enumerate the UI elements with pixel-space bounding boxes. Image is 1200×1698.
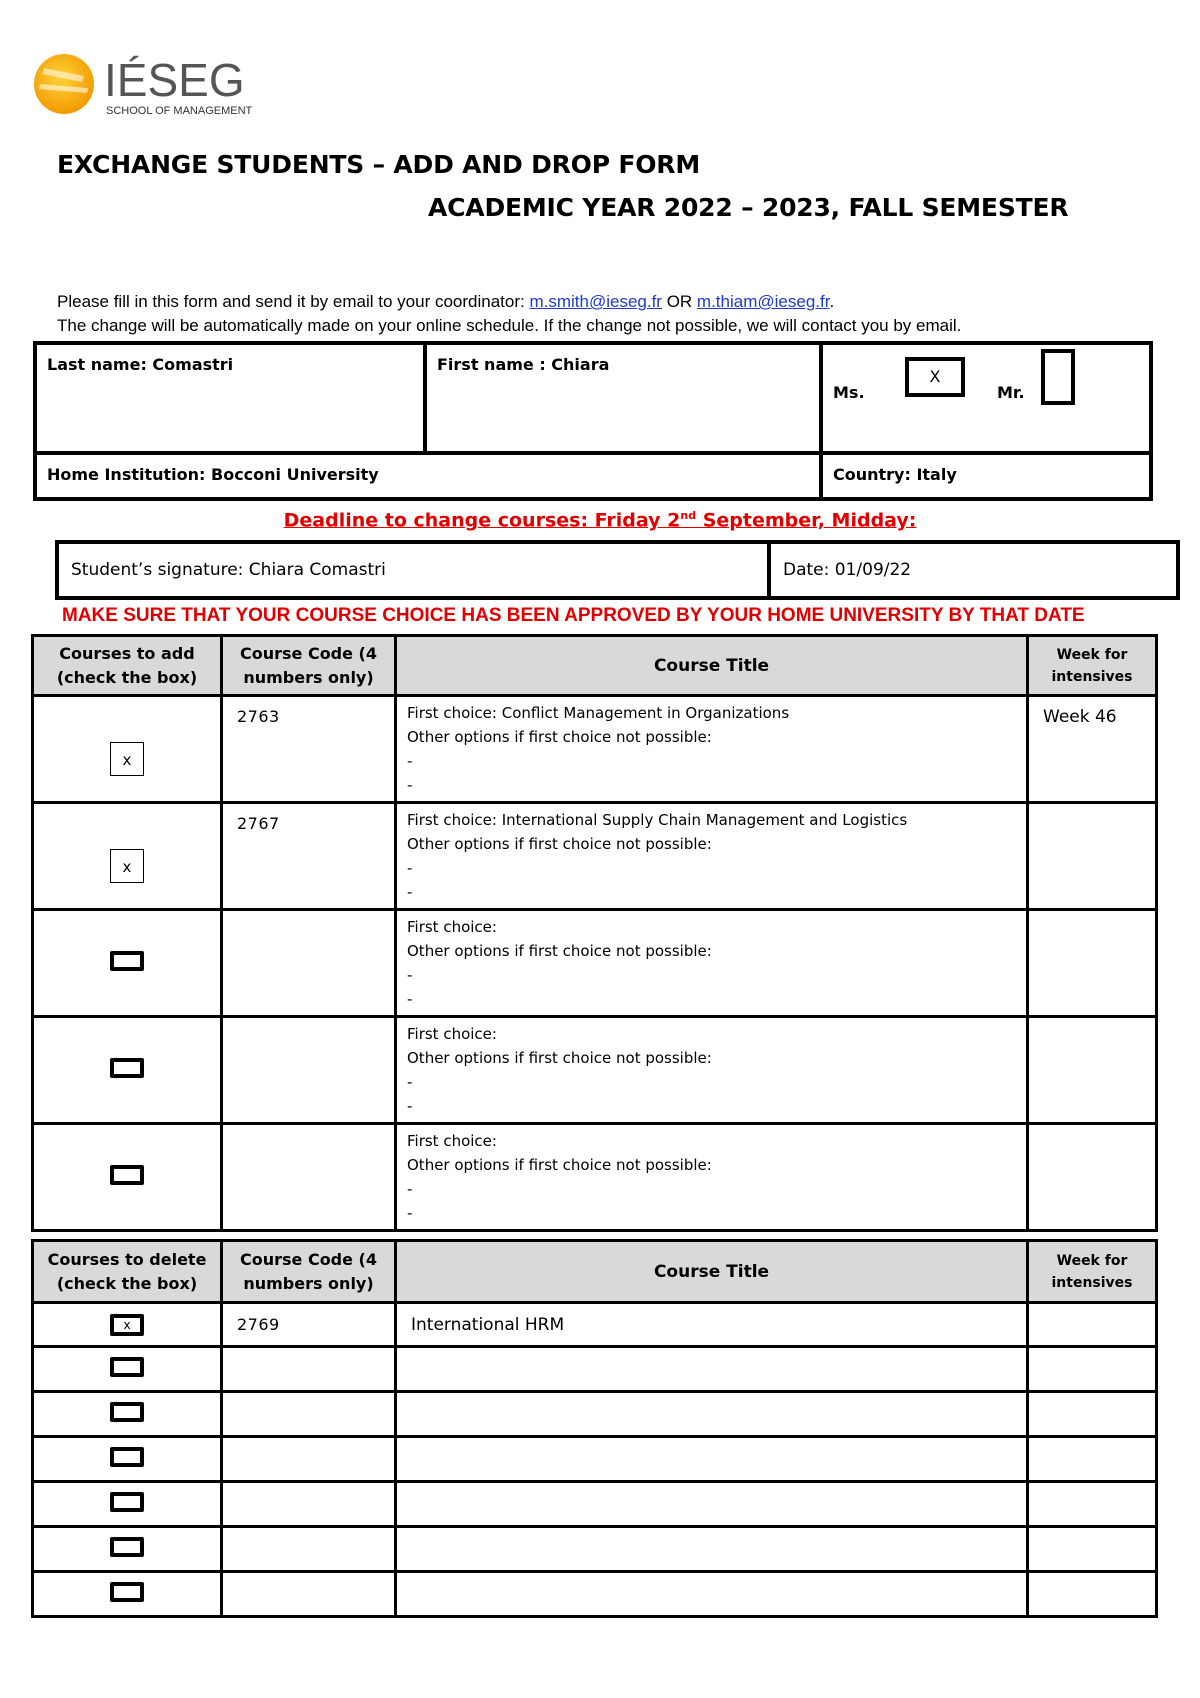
email-link-thiam[interactable]: m.thiam@ieseg.fr	[696, 292, 830, 311]
table-row	[33, 1482, 1157, 1527]
ms-label: Ms.	[833, 383, 865, 402]
table-row	[33, 1437, 1157, 1482]
delete-code-6[interactable]	[222, 1527, 396, 1572]
delete-code-3[interactable]	[222, 1392, 396, 1437]
delete-header-code: Course Code (4 numbers only)	[222, 1241, 396, 1303]
add-option-dash[interactable]: -	[407, 776, 413, 794]
deadline-sup: nd	[680, 509, 697, 522]
courses-to-add-table	[31, 634, 1158, 1232]
delete-checkbox-6[interactable]	[110, 1537, 144, 1557]
add-checkbox-4[interactable]	[110, 1058, 144, 1078]
add-other-options-4: Other options if first choice not possible:	[407, 1049, 712, 1067]
delete-week-2[interactable]	[1028, 1347, 1157, 1392]
add-option-dash[interactable]: -	[407, 752, 413, 770]
add-header-week: Week for intensives	[1028, 636, 1157, 696]
add-code-3[interactable]	[223, 911, 394, 921]
delete-title-4[interactable]	[396, 1437, 1028, 1482]
add-code-1[interactable]: 2763	[237, 707, 280, 726]
table-row	[33, 1527, 1157, 1572]
last-name-field[interactable]: Last name: Comastri	[47, 355, 234, 374]
form-title: EXCHANGE STUDENTS – ADD AND DROP FORM	[57, 150, 701, 179]
add-first-choice-5[interactable]: First choice:	[407, 1132, 497, 1150]
delete-code-4[interactable]	[222, 1437, 396, 1482]
intro-suffix: .	[829, 292, 835, 311]
add-other-options-1: Other options if first choice not possible:	[407, 728, 712, 746]
courses-to-delete-table	[31, 1239, 1158, 1618]
delete-week-4[interactable]	[1028, 1437, 1157, 1482]
table-row	[33, 1303, 1157, 1347]
ms-checkbox[interactable]: X	[905, 357, 965, 397]
intro-text	[57, 290, 961, 338]
deadline-suffix: September, Midday:	[696, 509, 917, 532]
add-checkbox-3[interactable]	[110, 951, 144, 971]
home-institution-field[interactable]: Home Institution: Bocconi University	[47, 465, 379, 484]
table-row	[33, 696, 1157, 803]
add-option-dash[interactable]: -	[407, 883, 413, 901]
mr-checkbox[interactable]	[1041, 349, 1075, 405]
add-option-dash[interactable]: -	[407, 859, 413, 877]
delete-header-title: Course Title	[396, 1241, 1028, 1303]
add-option-dash[interactable]: -	[407, 1073, 413, 1091]
add-first-choice-3[interactable]: First choice:	[407, 918, 497, 936]
delete-code-5[interactable]	[222, 1482, 396, 1527]
add-header-title: Course Title	[396, 636, 1028, 696]
delete-title-2[interactable]	[396, 1347, 1028, 1392]
delete-title-3[interactable]	[396, 1392, 1028, 1437]
add-option-dash[interactable]: -	[407, 990, 413, 1008]
table-row	[33, 1347, 1157, 1392]
student-signature-field[interactable]: Student’s signature: Chiara Comastri	[71, 560, 386, 580]
add-week-5[interactable]	[1029, 1125, 1155, 1135]
mr-label: Mr.	[997, 383, 1025, 402]
add-code-5[interactable]	[223, 1125, 394, 1135]
delete-title-6[interactable]	[396, 1527, 1028, 1572]
add-option-dash[interactable]: -	[407, 1204, 413, 1222]
delete-week-3[interactable]	[1028, 1392, 1157, 1437]
logo-tagline-text: SCHOOL OF MANAGEMENT	[106, 105, 253, 117]
add-checkbox-1[interactable]: x	[110, 742, 144, 776]
add-first-choice-2[interactable]: First choice: International Supply Chain Management and Logistics	[407, 811, 908, 829]
intro-or: OR	[661, 292, 697, 311]
deadline-notice	[0, 509, 1200, 531]
add-other-options-3: Other options if first choice not possible:	[407, 942, 712, 960]
intro-prefix: Please fill in this form and send it by email to your coordinator:	[57, 292, 530, 311]
delete-checkbox-3[interactable]	[110, 1402, 144, 1422]
form-subtitle: ACADEMIC YEAR 2022 – 2023, FALL SEMESTER	[428, 193, 1069, 222]
add-first-choice-1[interactable]: First choice: Conflict Management in Organizations	[407, 704, 790, 722]
delete-title-5[interactable]	[396, 1482, 1028, 1527]
add-other-options-2: Other options if first choice not possible:	[407, 835, 712, 853]
add-option-dash[interactable]: -	[407, 966, 413, 984]
delete-checkbox-5[interactable]	[110, 1492, 144, 1512]
add-first-choice-4[interactable]: First choice:	[407, 1025, 497, 1043]
delete-checkbox-2[interactable]	[110, 1357, 144, 1377]
table-row	[33, 803, 1157, 910]
add-week-1[interactable]: Week 46	[1043, 707, 1117, 727]
delete-code-1[interactable]: 2769	[237, 1315, 280, 1334]
add-checkbox-2[interactable]: x	[110, 849, 144, 883]
add-week-3[interactable]	[1029, 911, 1155, 921]
delete-code-7[interactable]	[222, 1572, 396, 1617]
ieseg-logo	[26, 48, 266, 120]
table-row	[33, 1124, 1157, 1231]
delete-title-7[interactable]	[396, 1572, 1028, 1617]
add-week-4[interactable]	[1029, 1018, 1155, 1028]
delete-week-5[interactable]	[1028, 1482, 1157, 1527]
delete-code-2[interactable]	[222, 1347, 396, 1392]
table-row	[33, 910, 1157, 1017]
delete-week-7[interactable]	[1028, 1572, 1157, 1617]
delete-header-week: Week for intensives	[1028, 1241, 1157, 1303]
add-checkbox-5[interactable]	[110, 1165, 144, 1185]
add-code-2[interactable]: 2767	[237, 814, 280, 833]
delete-week-6[interactable]	[1028, 1527, 1157, 1572]
deadline-prefix: Deadline to change courses: Friday 2	[283, 509, 681, 532]
add-header-code: Course Code (4 numbers only)	[222, 636, 396, 696]
delete-checkbox-7[interactable]	[110, 1582, 144, 1602]
date-field[interactable]: Date: 01/09/22	[783, 560, 912, 580]
add-option-dash[interactable]: -	[407, 1097, 413, 1115]
delete-checkbox-1[interactable]: x	[110, 1314, 144, 1336]
delete-header-check: Courses to delete (check the box)	[33, 1241, 222, 1303]
approval-warning: MAKE SURE THAT YOUR COURSE CHOICE HAS BEEN APPROVED BY YOUR HOME UNIVERSITY BY THAT DATE	[62, 605, 1085, 626]
add-week-2[interactable]	[1029, 804, 1155, 814]
add-other-options-5: Other options if first choice not possible:	[407, 1156, 712, 1174]
email-link-smith[interactable]: m.smith@ieseg.fr	[529, 292, 662, 311]
delete-title-1[interactable]: International HRM	[411, 1314, 565, 1335]
add-option-dash[interactable]: -	[407, 1180, 413, 1198]
intro-line-1	[57, 290, 961, 314]
table-row	[33, 1017, 1157, 1124]
table-row	[33, 1392, 1157, 1437]
country-field[interactable]: Country: Italy	[833, 465, 957, 484]
table-row	[33, 1572, 1157, 1617]
signature-table	[55, 540, 1180, 600]
first-name-field[interactable]: First name : Chiara	[437, 355, 610, 374]
intro-line-2: The change will be automatically made on your online schedule. If the change not possible, we will contact you by email.	[57, 316, 962, 335]
delete-checkbox-4[interactable]	[110, 1447, 144, 1467]
logo-name-text: IÉSEG	[104, 54, 245, 106]
add-code-4[interactable]	[223, 1018, 394, 1028]
identity-table	[33, 341, 1153, 501]
delete-week-1[interactable]	[1028, 1303, 1157, 1347]
add-header-check: Courses to add (check the box)	[33, 636, 222, 696]
